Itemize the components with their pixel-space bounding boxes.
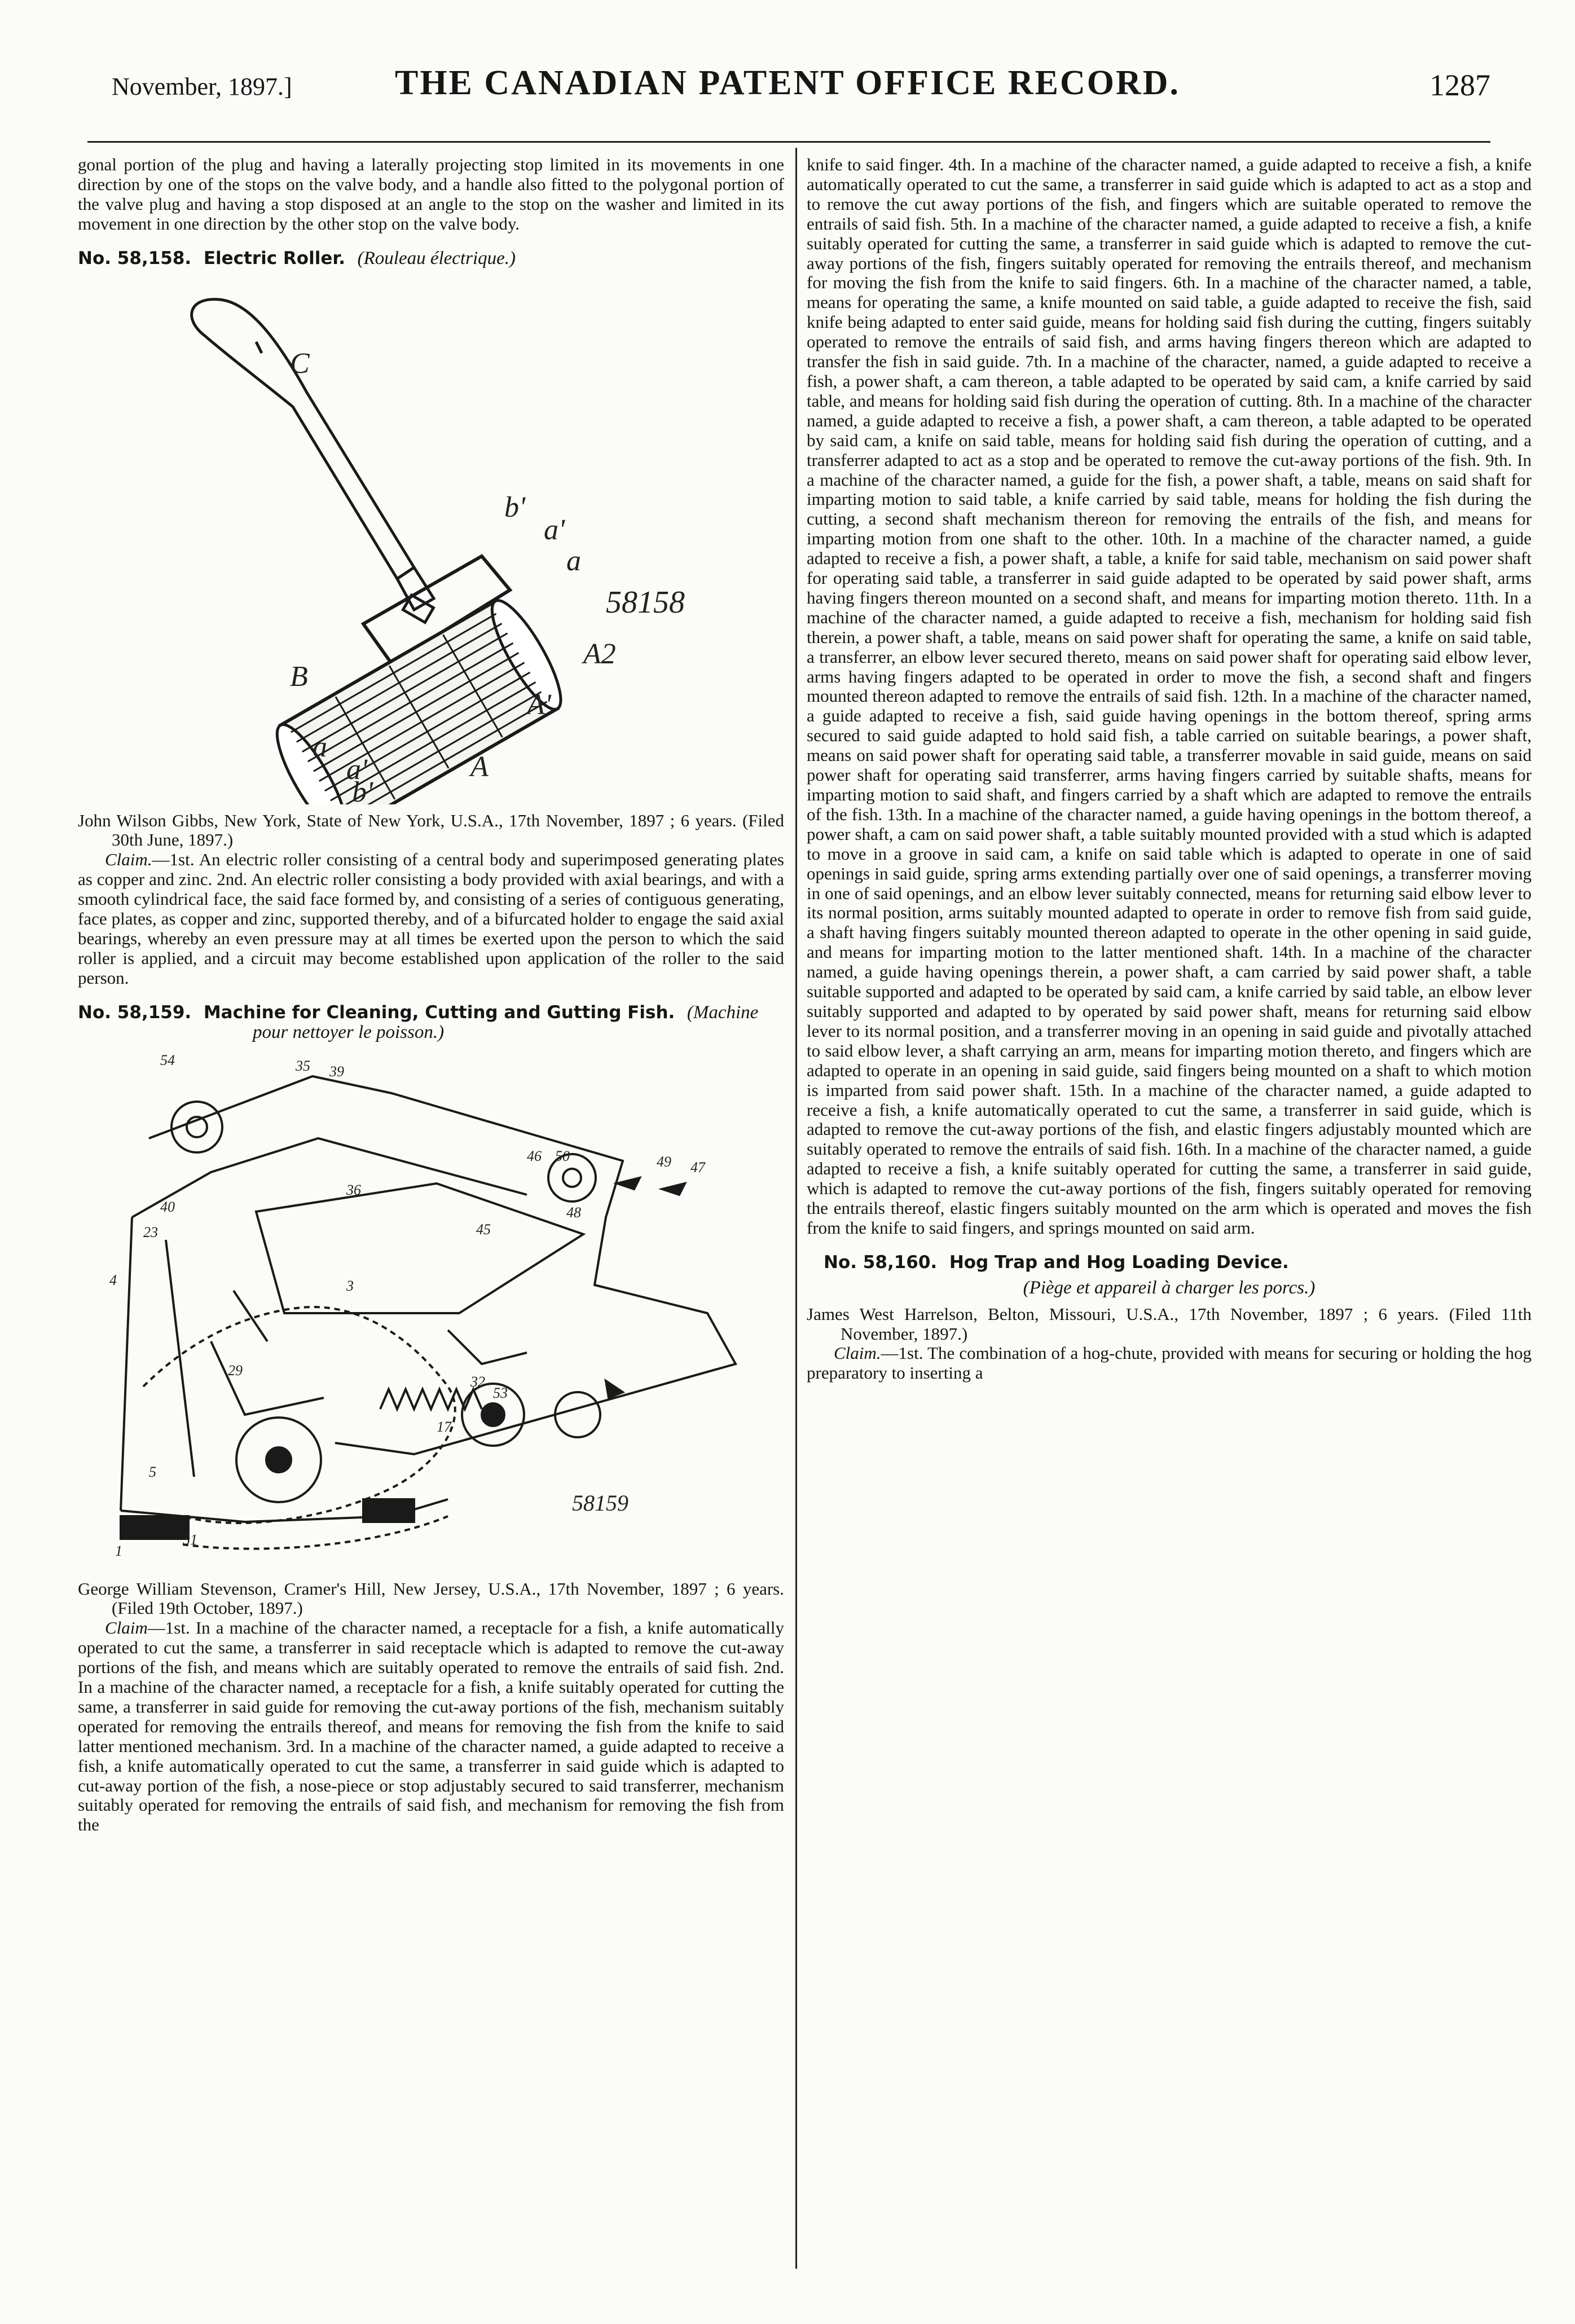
fig-label-A-prime: A' <box>527 688 551 721</box>
header-date: November, 1897.] <box>112 73 292 100</box>
fig-label-53: 53 <box>493 1384 508 1401</box>
patent-title-fr: (Rouleau électrique.) <box>357 248 516 269</box>
patent-58158-inventor: John Wilson Gibbs, New York, State of New York, U.S.A., 17th November, 1897 ; 6 years. (Filed 30th June, 1897.) <box>78 810 784 850</box>
fig-label-1: 1 <box>115 1542 122 1559</box>
patent-58160-claim <box>807 1344 1532 1383</box>
fig-label-17: 17 <box>437 1418 451 1435</box>
patent-58159-claim-continued: knife to said finger. 4th. In a machine of the character named, a guide adapted to receive a fish, a knife automatically operated to cut the same, a transferrer in said guide which is adapted to act as a stop and to remove the cut away portions of the fish, and fingers which are suitable operated to remove the entrails of said fish. 5th. In a machine of the character named, a guide adapted to receive a fish, a knife suitably operated for cutting the same, a transferrer in said guide which is adapted to remove the cut-away portions of the fish, fingers suitably operated for removing the entrails thereof, and mechanism for moving the fish from the knife to said fingers. 6th. In a machine of the character named, a table, means for operating the same, a knife mounted on said table, a guide adapted to receive the fish, said knife being adapted to enter said guide, means for holding said fish during the cutting, fingers suitably operated to remove the entrails of said fish, and arms having fingers thereon which are adapted to transfer the fish in said guide. 7th. In a machine of the character, named, a guide adapted to receive a fish, a power shaft, a cam thereon, a table adapted to be operated by said cam, a knife carried by said table, and means for holding said fish during the operation of cutting. 8th. In a machine of the character named, a guide adapted to receive a fish, a power shaft, a cam thereon, a table adapted to be operated by said cam, a knife on said table, means for holding said fish during the operation of cutting, and a transferrer adapted to act as a stop and be operated to remove the cut-away portions of the fish. 9th. In a machine of the character named, a guide for the fish, a power shaft, a table, means on said shaft for imparting motion to said table, a knife carried by said table, means for holding the fish during the cutting, a second shaft mechanism thereon for removing the entrails of the fish, and means for imparting motion from one shaft to the other. 10th. In a machine of the character named, a guide adapted to receive a fish, a power shaft, a table, a knife for said table, mechanism on said power shaft for operating said table, a transferrer in said guide adapted to be operated by said power shaft, arms having fingers thereon mounted on a second shaft, and means for imparting motion thereto. 11th. In a machine of the character named, a guide adapted to receive a fish, mechanism for holding said fish therein, a power shaft, a table, means on said power shaft for operating the same, a knife on said table, a transferrer, an elbow lever secured thereto, means on said power shaft for operating said elbow lever, arms having fingers adapted to be operated in order to move the fish, a second shaft and fingers mounted thereon adapted to remove the entrails of said fish. 12th. In a machine of the character named, a guide adapted to receive a fish, said guide having openings in the bottom thereof, spring arms secured to said guide adapted to hold said fish, a table carried on suitable bearings, a power shaft, means on said power shaft for operating said table, a transferrer movable in said guide, means on said power shaft for operating said transferrer, arms having fingers carried by suitable shafts, means for imparting motion to said shaft, and fingers carried by a shaft which are adapted to remove the entrails of the fish. 13th. In a machine of the character named, a guide having openings in the bottom thereof, a power shaft, a cam on said power shaft, a table suitably mounted provided with a stud which is adapted to move in a groove in said cam, a knife on said table which is adapted to operate in one of said openings in said guide, spring arms extending partially over one of said openings, a transferrer moving in one of said openings, and an elbow lever suitably connected, means for returning said elbow lever to its normal position, arms suitably mounted adapted to operate in order to remove fish from said guide, a shaft having fingers suitably mounted thereon adapted to operate in the other opening in said guide, and means for imparting motion to the latter mentioned shaft. 14th. In a machine of the character named, a guide having openings therein, a power shaft, a cam carried by said power shaft, a table suitable supported and adapted to be operated by said cam, a knife carried by said table, an elbow lever suitably supported and adapted to by operated by said power shaft, means for returning said elbow lever to its normal position, and a transferrer moving in an opening in said guide and pivotally attached to said elbow lever, a shaft carrying an arm, means for imparting motion thereto, and fingers which are adapted to operate in an opening in said guide, said fingers being mounted on a shaft to which motion is imparted from said power shaft. 15th. In a machine of the character named, a guide adapted to receive a fish, a knife automatically operated to cut the same, a transferrer in said guide, which is adapted to remove the cut-away portions of the fish, and elastic fingers adjustably mounted which are suitably operated to remove the entrails of said fish. 16th. In a machine of the character named, a guide adapted to receive a fish, a knife suitably operated for cutting the same, a transferrer in said guide, which is adapted to remove the cut-away portions of the fish, fingers suitably operated for removing the entrails thereof, elastic fingers suitably mounted on the arm which is operated and moves the fish from the knife to said fingers, and springs mounted on said arm. <box>807 155 1532 1238</box>
patent-number: No. 58,158. <box>78 248 192 269</box>
patent-58159-inventor: George William Stevenson, Cramer's Hill, New Jersey, U.S.A., 17th November, 1897 ; 6 years. (Filed 19th October, 1897.) <box>78 1578 784 1618</box>
patent-58160-inventor: James West Harrelson, Belton, Missouri, U.S.A., 17th November, 1897 ; 6 years. (Filed 11th November, 1897.) <box>807 1304 1532 1344</box>
patent-58160-heading <box>807 1253 1532 1273</box>
fig-label-54: 54 <box>160 1051 175 1068</box>
fish-machine-figure <box>98 1048 764 1573</box>
claim-text: —1st. The combination of a hog-chute, provided with means for securing or holding the hog preparatory to inserting a <box>807 1343 1532 1383</box>
fig-label-a-lower: a <box>313 730 327 763</box>
header-title: THE CANADIAN PATENT OFFICE RECORD. <box>394 64 1181 102</box>
page-number: 1287 <box>1429 68 1490 102</box>
claim-label: Claim <box>105 1618 148 1638</box>
fig-label-number: 58158 <box>606 584 685 620</box>
continuation-paragraph: gonal portion of the plug and having a laterally projecting stop limited in its movements in one direction by one of the stops on the valve body, and a handle also fitted to the polygonal portion of the valve plug and having a stop disposed at an angle to the stop on the washer and limited in its movement in one direction by the other stop on the valve body. <box>78 155 784 234</box>
patent-title: Electric Roller. <box>203 248 346 269</box>
fig-label-39: 39 <box>329 1063 344 1080</box>
fig-label-35: 35 <box>296 1057 310 1074</box>
header-rule <box>87 141 1490 143</box>
patent-title: Hog Trap and Hog Loading Device. <box>949 1252 1289 1273</box>
fig-label-36: 36 <box>346 1181 361 1198</box>
claim-label: Claim. <box>105 850 152 870</box>
claim-text: —1st. In a machine of the character named, a receptacle for a fish, a knife automatically operated to cut the same, a transferrer in said receptacle which is adapted to remove the cut-away portions of the fish, and means which are suitably operated to remove the entrails of said fish. 2nd. In a machine of the character named, a receptacle for a fish, a knife suitably operated for cutting the same, a transferrer in said guide for removing the cut-away portions of the fish, mechanism suitably operated for removing the entrails thereof, and means for removing the fish from the knife to said latter mentioned mechanism. 3rd. In a machine of the character named, a guide adapted to receive a fish, a knife automatically operated to cut the same, a transferrer in said guide which is adapted to cut-away portion of the fish, a nose-piece or stop adjustably secured to said transferrer, mechanism suitably operated for removing the entrails of said fish, and mechanism for removing the fish from the <box>78 1618 784 1835</box>
fig-label-3: 3 <box>346 1277 354 1294</box>
fig-label-b-prime: b' <box>504 491 526 523</box>
patent-number: No. 58,160. <box>824 1252 938 1273</box>
fig-label-32: 32 <box>470 1373 485 1390</box>
patent-title-fr: (Machine pour nettoyer le poisson.) <box>253 1002 759 1042</box>
fig-label-45: 45 <box>476 1221 491 1238</box>
claim-label: Claim. <box>834 1343 881 1363</box>
fig-label-23: 23 <box>143 1223 158 1240</box>
fig-label-51: 51 <box>183 1531 197 1548</box>
patent-58159-heading <box>78 1003 784 1042</box>
electric-roller-figure <box>121 274 741 804</box>
fig-label-number: 58159 <box>572 1490 628 1516</box>
fig-label-4: 4 <box>109 1271 117 1288</box>
left-column <box>78 155 784 1835</box>
fig-label-47: 47 <box>690 1159 705 1176</box>
fig-label-C: C <box>290 347 310 380</box>
fig-label-a-prime: a' <box>544 513 565 546</box>
patent-58160-title-fr: (Piège et appareil à charger les porcs.) <box>1023 1277 1316 1298</box>
fig-label-50: 50 <box>555 1147 570 1164</box>
fig-label-29: 29 <box>228 1362 243 1379</box>
patent-title: Machine for Cleaning, Cutting and Gutting Fish. <box>203 1002 675 1023</box>
fig-label-A2: A2 <box>583 637 616 670</box>
fig-label-46: 46 <box>527 1147 542 1164</box>
fig-label-a: a <box>566 544 581 577</box>
fig-label-b-prime-lower: b' <box>352 776 373 804</box>
fig-label-49: 49 <box>657 1153 671 1170</box>
right-column <box>807 155 1532 1383</box>
claim-text: —1st. An electric roller consisting of a central body and superimposed generating plates as copper and zinc. 2nd. An electric roller consisting a body provided with axial bearings, and with a smooth cylindrical face, the said face formed by, and consisting of a series of contiguous generating, face plates, as copper and zinc, supported thereby, and of a bifurcated holder to engage the said axial bearings, whereby an even pressure may at all times be exerted upon the person to which the said roller is applied, and a circuit may become established upon application of the roller to the said person. <box>78 850 784 988</box>
patent-58158-heading <box>78 249 784 269</box>
fig-label-48: 48 <box>566 1204 581 1221</box>
fig-label-40: 40 <box>160 1198 175 1215</box>
patent-number: No. 58,159. <box>78 1002 192 1023</box>
fig-label-a-prime-lower: a' <box>346 753 368 786</box>
fig-label-5: 5 <box>149 1463 156 1480</box>
patent-58159-claim <box>78 1618 784 1835</box>
fig-label-A: A <box>470 750 489 783</box>
fig-label-B: B <box>290 660 308 693</box>
patent-58158-claim <box>78 850 784 988</box>
column-divider <box>795 148 797 2269</box>
